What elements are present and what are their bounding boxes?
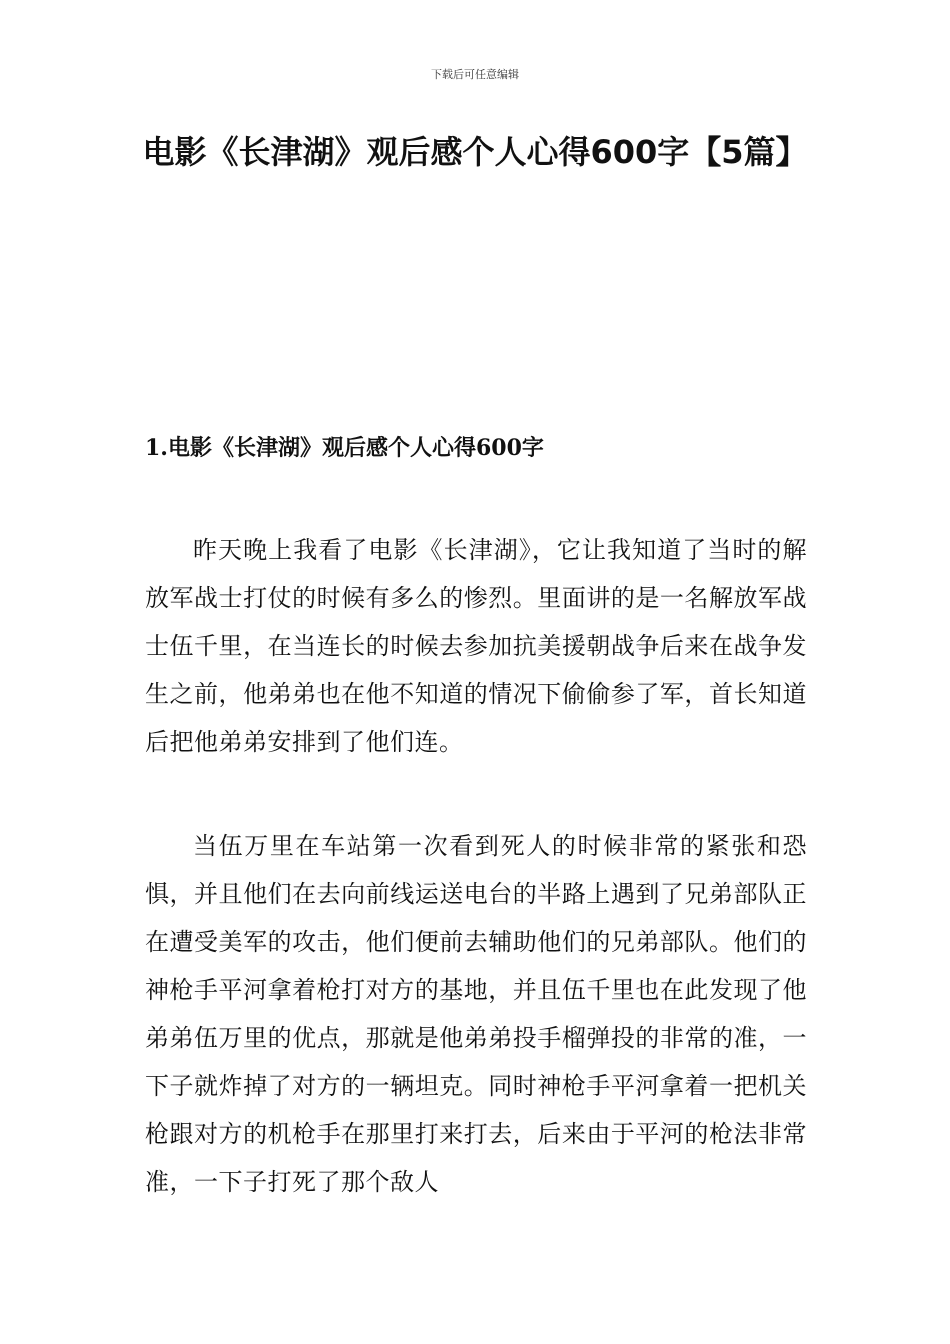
paragraph-1: 昨天晚上我看了电影《长津湖》，它让我知道了当时的解放军战士打仗的时候有多么的惨烈。里面讲的是一名解放军战士伍千里，在当连长的时候去参加抗美援朝战争后来在战争发生之前，他弟弟也在他不知道的情况下偷偷参了军，首长知道后把他弟弟安排到了他们连。: [145, 536, 807, 756]
section-heading: 1.电影《长津湖》观后感个人心得600字: [145, 435, 544, 461]
paragraph-2: 当伍万里在车站第一次看到死人的时候非常的紧张和恐惧，并且他们在去向前线运送电台的半路上遇到了兄弟部队正在遭受美军的攻击，他们便前去辅助他们的兄弟部队。他们的神枪手平河拿着枪打对方的基地，并且伍千里也在此发现了他弟弟伍万里的优点，那就是他弟弟投手榴弹投的非常的准，一下子就炸掉了对方的一辆坦克。同时神枪手平河拿着一把机关枪跟对方的机枪手在那里打来打去，后来由于平河的枪法非常准，一下子打死了那个敌人: [145, 832, 807, 1196]
document-title: 电影《长津湖》观后感个人心得600字【5篇】: [142, 133, 808, 171]
header-note: 下载后可任意编辑: [431, 68, 519, 81]
